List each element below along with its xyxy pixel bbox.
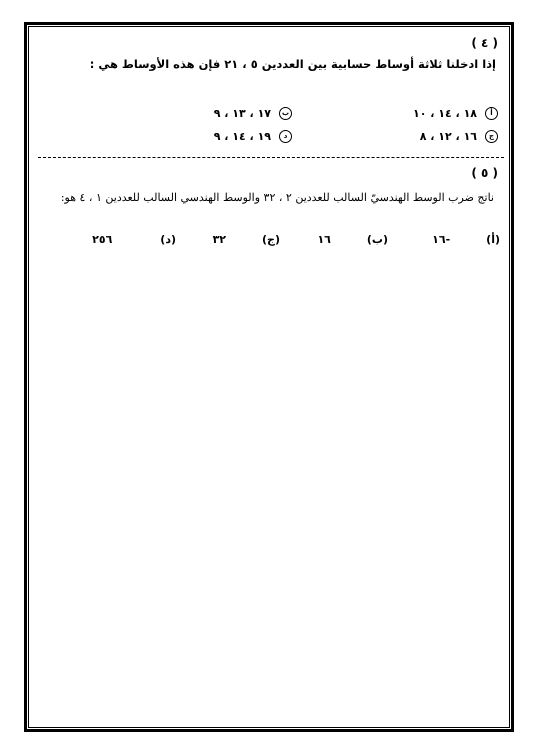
choice-d-label: (د)	[160, 233, 176, 246]
choice-b-value: ١٦	[317, 233, 331, 246]
choice-a-value: -١٦	[432, 233, 451, 246]
choice-c-label: (ج)	[262, 233, 280, 246]
question-5-stem: ناتج ضرب الوسط الهندسيّ السالب للعددين ٢ ، ٣٢ والوسط الهندسي السالب للعددين ١ ، ٤ هو:	[60, 191, 494, 204]
question-4-option-d[interactable]	[214, 130, 292, 143]
question-4-option-b[interactable]	[214, 107, 292, 120]
choice-b-label: (ب)	[366, 233, 388, 246]
option-d-marker: د	[279, 130, 292, 143]
question-5-choice-c[interactable]	[176, 233, 280, 246]
option-c-marker: ج	[485, 130, 498, 143]
question-5-number: ( ٥ )	[471, 166, 498, 180]
question-4-number: ( ٤ )	[471, 36, 498, 50]
question-5-choice-d[interactable]	[56, 233, 176, 246]
question-4-option-c[interactable]	[420, 130, 498, 143]
option-b-text: ١٧ ، ١٣ ، ٩	[213, 107, 271, 120]
option-b-marker: ب	[279, 107, 292, 120]
choice-c-value: ٣٢	[212, 233, 227, 246]
question-5-choice-b[interactable]	[280, 233, 388, 246]
choice-d-value: ٢٥٦	[92, 233, 113, 246]
option-d-text: ١٩ ، ١٤ ، ٩	[213, 130, 271, 143]
section-divider	[38, 157, 504, 158]
question-4-option-a[interactable]	[413, 107, 498, 120]
choice-a-label: (أ)	[486, 233, 500, 246]
question-4-stem: إذا ادخلنا ثلاثة أوساط حسابية بين العددين ٥ ، ٢١ فإن هذه الأوساط هي :	[89, 57, 496, 71]
option-c-text: ١٦ ، ١٢ ، ٨	[419, 130, 477, 143]
option-a-marker: أ	[485, 107, 498, 120]
question-5-choices	[56, 233, 500, 246]
question-5-choice-a[interactable]	[388, 233, 500, 246]
option-a-text: ١٨ ، ١٤ ، ١٠	[413, 107, 477, 120]
